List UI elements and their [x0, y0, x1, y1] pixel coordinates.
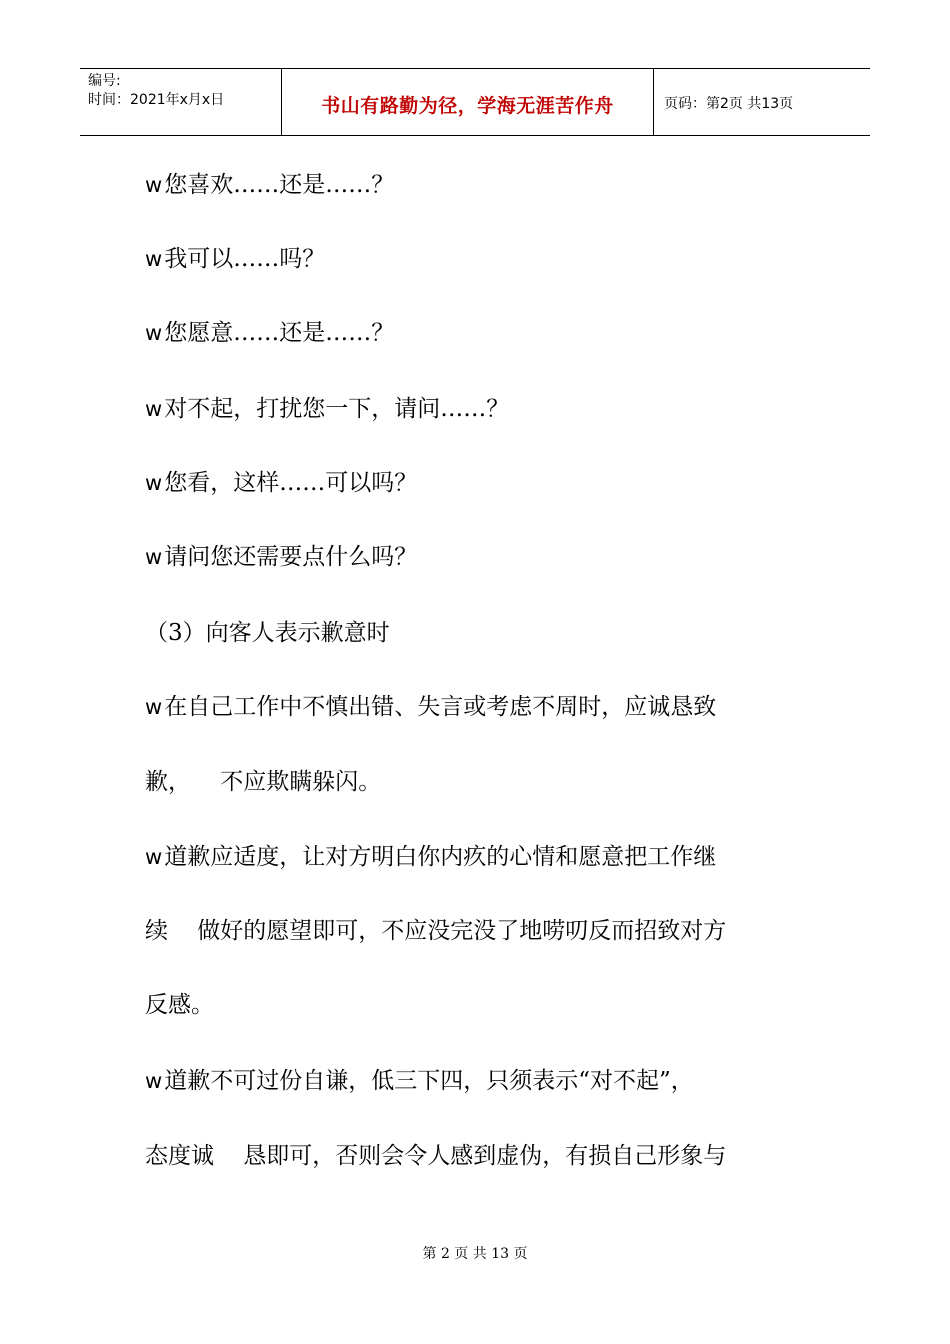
- header-meta-cell: [80, 69, 282, 135]
- number-label: 编号:: [88, 73, 121, 89]
- line-text: 态度诚 恳即可，否则会令人感到虚伪，有损自己形象与: [145, 1143, 727, 1169]
- line-text: 请问您还需要点什么吗？: [164, 544, 418, 570]
- bullet-marker: w: [145, 845, 163, 869]
- time-label: 时间：2021年x月x日: [88, 92, 225, 108]
- continuation-line: [145, 767, 381, 797]
- line-text: 您喜欢……还是……？: [164, 172, 395, 198]
- section-heading: [145, 618, 390, 648]
- motto-text: 书山有路勤为径，学海无涯苦作舟: [321, 94, 614, 117]
- line-text: 歉， 不应欺瞒躲闪。: [145, 769, 382, 795]
- list-item: [145, 468, 417, 498]
- line-text: 您看，这样……可以吗？: [164, 470, 418, 496]
- line-text: 道歉不可过份自谦，低三下四，只须表示“对不起”，: [164, 1068, 694, 1094]
- list-item: [145, 394, 509, 424]
- list-item: [145, 542, 417, 572]
- continuation-line: [145, 916, 726, 946]
- bullet-marker: w: [145, 1069, 163, 1093]
- line-text: 在自己工作中不慎出错、失言或考虑不周时，应诚恳致: [164, 694, 717, 720]
- bullet-marker: w: [145, 545, 163, 569]
- list-item: [145, 842, 716, 872]
- document-header: [80, 68, 870, 136]
- line-text: 对不起，打扰您一下，请问……？: [164, 396, 510, 422]
- list-item: [145, 692, 716, 722]
- list-item: [145, 244, 325, 274]
- line-text: 道歉应适度，让对方明白你内疚的心情和愿意把工作继: [164, 844, 717, 870]
- line-text: 反感。: [145, 992, 214, 1018]
- bullet-marker: w: [145, 471, 163, 495]
- line-text: 我可以……吗？: [164, 246, 326, 272]
- line-text: 续 做好的愿望即可，不应没完没了地唠叨反而招致对方: [145, 918, 727, 944]
- list-item: [145, 170, 394, 200]
- bullet-marker: w: [145, 247, 163, 271]
- page-info: 页码：第2页 共13页: [664, 96, 794, 112]
- footer-page-number: 第 2 页 共 13 页: [422, 1246, 528, 1262]
- bullet-marker: w: [145, 397, 163, 421]
- header-page-cell: [654, 69, 870, 135]
- list-item: [145, 1066, 694, 1096]
- continuation-line: [145, 990, 214, 1020]
- heading-text: （3）向客人表示歉意时: [145, 620, 390, 646]
- bullet-marker: w: [145, 173, 163, 197]
- page-footer: [0, 1243, 950, 1263]
- line-text: 您愿意……还是……？: [164, 320, 395, 346]
- bullet-marker: w: [145, 321, 163, 345]
- continuation-line: [145, 1141, 726, 1171]
- list-item: [145, 318, 394, 348]
- bullet-marker: w: [145, 695, 163, 719]
- header-motto-cell: [282, 69, 654, 135]
